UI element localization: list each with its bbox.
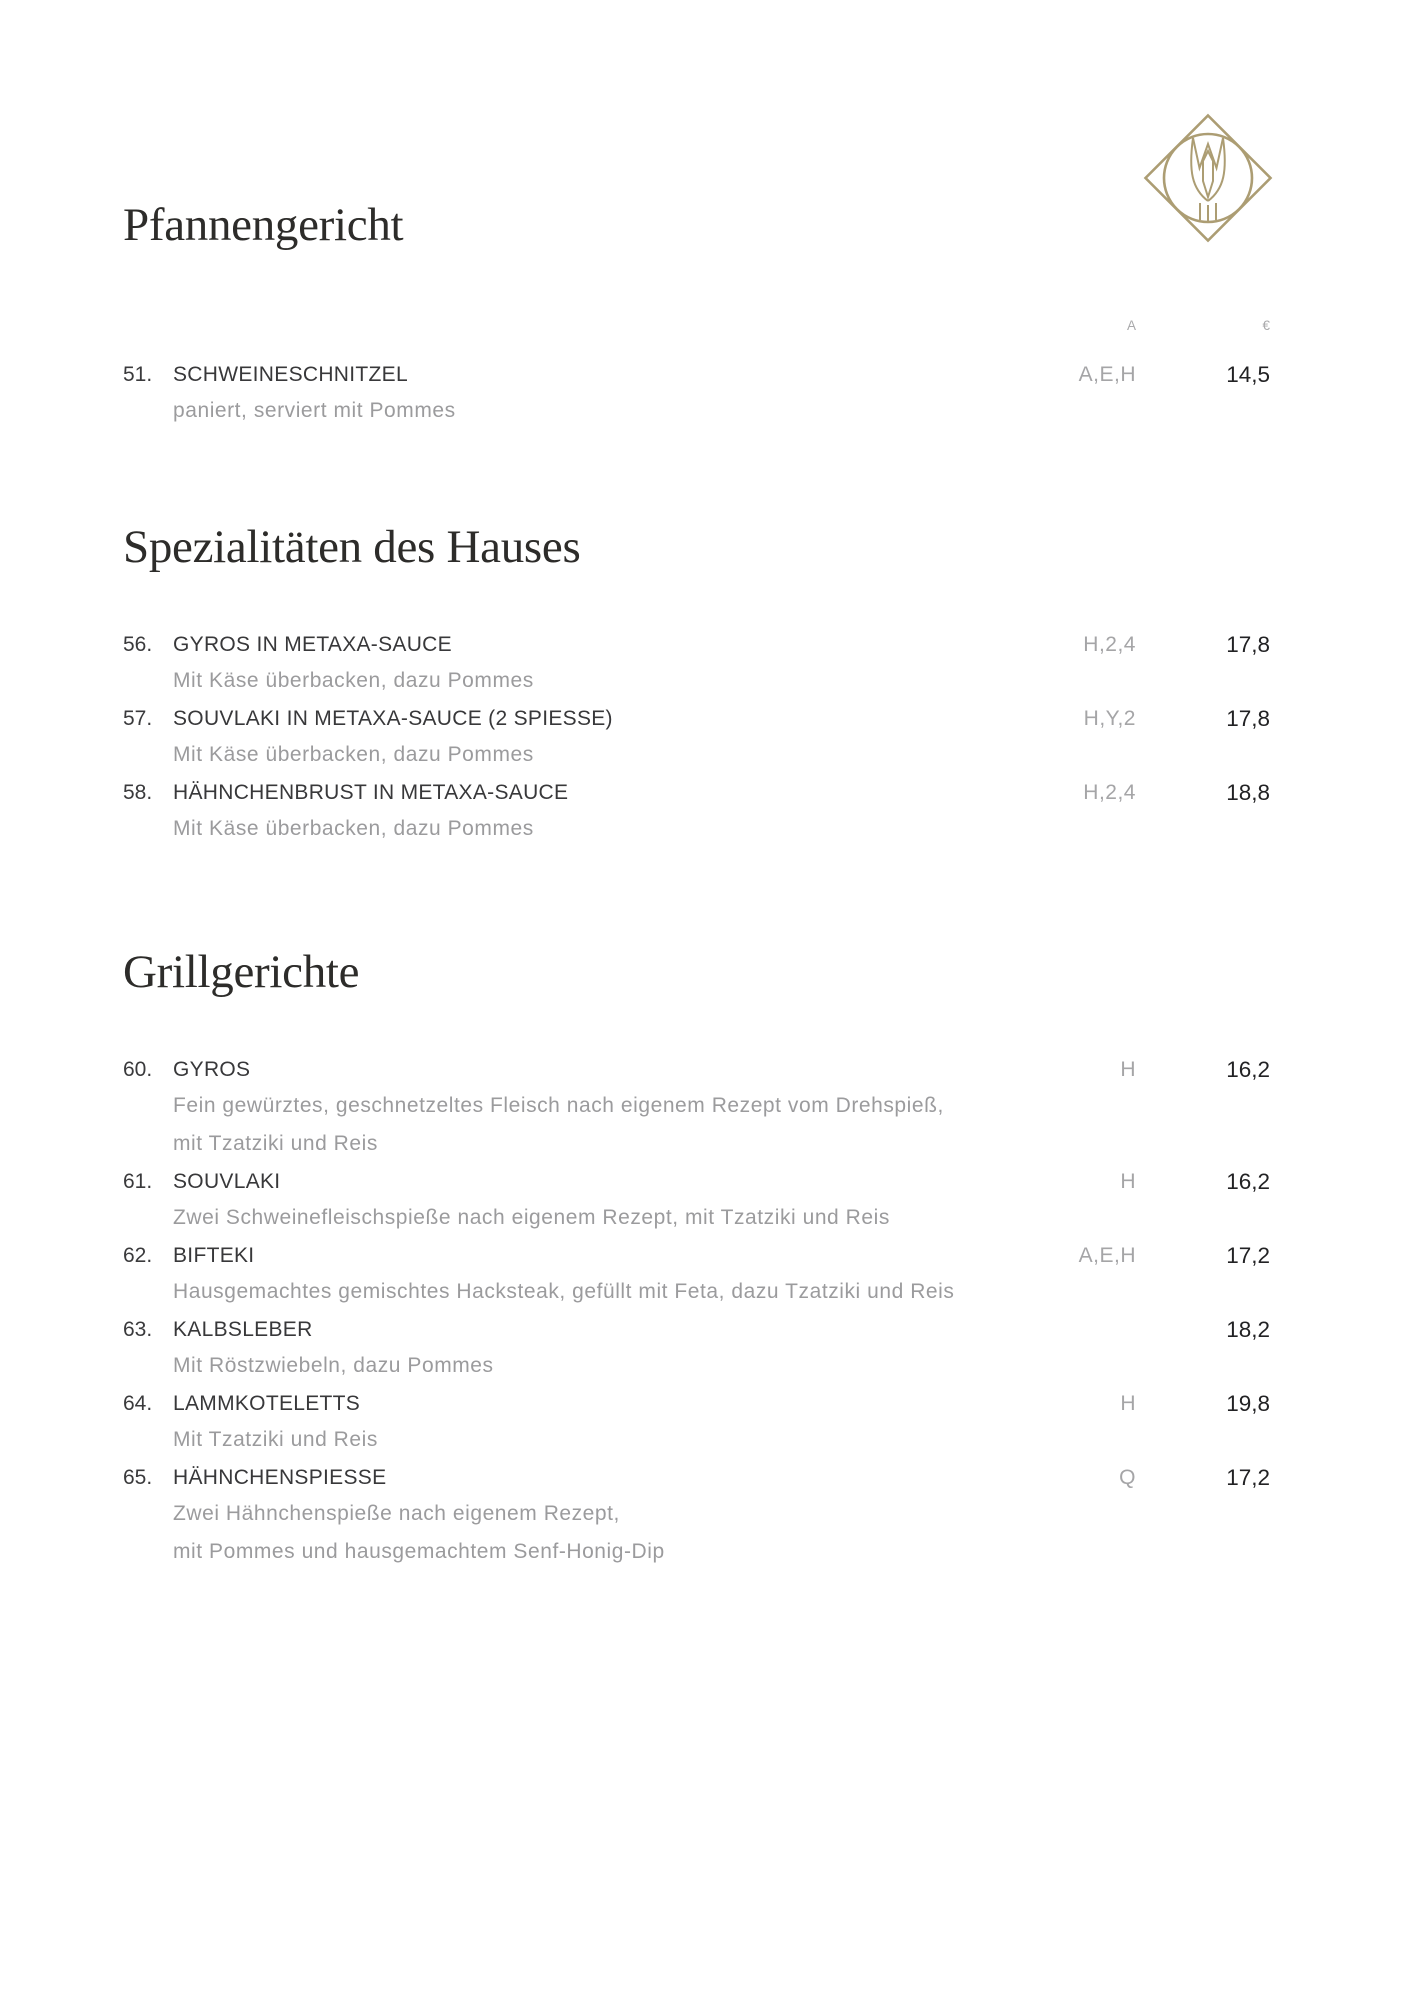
item-description: Fein gewürztes, geschnetzeltes Fleisch nach eigenem Rezept vom Drehspieß,: [173, 1094, 944, 1117]
item-number: 64.: [123, 1392, 153, 1415]
item-name: GYROS IN METAXA-SAUCE: [173, 633, 452, 656]
item-allergens: H,2,4: [1083, 633, 1136, 656]
item-name: SOUVLAKI: [173, 1170, 281, 1193]
item-price: 18,8: [1226, 780, 1270, 805]
item-price: 16,2: [1226, 1169, 1270, 1194]
item-allergens: H: [1120, 1392, 1136, 1415]
item-name: GYROS: [173, 1058, 251, 1081]
item-number: 51.: [123, 363, 153, 386]
item-allergens: H: [1120, 1058, 1136, 1081]
item-description: Mit Röstzwiebeln, dazu Pommes: [173, 1354, 494, 1377]
item-number: 58.: [123, 781, 153, 804]
item-name: KALBSLEBER: [173, 1318, 313, 1341]
allergen-column-header: A: [1126, 318, 1136, 333]
item-price: 14,5: [1226, 362, 1270, 387]
item-number: 60.: [123, 1058, 153, 1081]
section-items-spezialitaeten: [123, 628, 1270, 850]
item-name: HÄHNCHENBRUST IN METAXA-SAUCE: [173, 781, 569, 804]
item-price: 17,2: [1226, 1243, 1270, 1268]
menu-item-64: [123, 1387, 1270, 1459]
menu-item-56: [123, 628, 1270, 700]
item-number: 56.: [123, 633, 153, 656]
item-description: Mit Käse überbacken, dazu Pommes: [173, 817, 534, 840]
section-title-spezialitaeten: Spezialitäten des Hauses: [123, 521, 581, 573]
item-allergens: H,Y,2: [1083, 707, 1136, 730]
item-price: 16,2: [1226, 1057, 1270, 1082]
column-header-row: [123, 318, 1270, 334]
item-description: Mit Käse überbacken, dazu Pommes: [173, 743, 534, 766]
menu-item-60: [123, 1053, 1270, 1163]
item-allergens: [1016, 1313, 1136, 1347]
item-name: HÄHNCHENSPIESSE: [173, 1466, 387, 1489]
item-allergens: A,E,H: [1078, 363, 1136, 386]
menu-item-58: [123, 776, 1270, 848]
item-description: Mit Käse überbacken, dazu Pommes: [173, 669, 534, 692]
item-price: 17,8: [1226, 632, 1270, 657]
section-title-grillgerichte: Grillgerichte: [123, 946, 360, 998]
item-description: paniert, serviert mit Pommes: [173, 399, 456, 422]
item-description: Zwei Hähnchenspieße nach eigenem Rezept,: [173, 1502, 620, 1525]
section-items-grillgerichte: [123, 1053, 1270, 1573]
item-number: 62.: [123, 1244, 153, 1267]
price-column-header: €: [1262, 318, 1270, 333]
item-name: BIFTEKI: [173, 1244, 255, 1267]
menu-item-57: [123, 702, 1270, 774]
item-name: SCHWEINESCHNITZEL: [173, 363, 408, 386]
item-allergens: Q: [1119, 1466, 1136, 1489]
item-number: 57.: [123, 707, 153, 730]
item-price: 17,2: [1226, 1465, 1270, 1490]
item-number: 65.: [123, 1466, 153, 1489]
section-title-pfannengericht: Pfannengericht: [123, 199, 404, 251]
item-price: 18,2: [1226, 1317, 1270, 1342]
item-name: LAMMKOTELETTS: [173, 1392, 361, 1415]
menu-item-62: [123, 1239, 1270, 1311]
item-description: Hausgemachtes gemischtes Hacksteak, gefüllt mit Feta, dazu Tzatziki und Reis: [173, 1280, 955, 1303]
item-name: SOUVLAKI IN METAXA-SAUCE (2 SPIESSE): [173, 707, 613, 730]
menu-item-63: [123, 1313, 1270, 1385]
section-items-pfannengericht: [123, 358, 1270, 432]
menu-item-51: [123, 358, 1270, 430]
item-price: 19,8: [1226, 1391, 1270, 1416]
item-number: 61.: [123, 1170, 153, 1193]
item-number: 63.: [123, 1318, 153, 1341]
item-allergens: H: [1120, 1170, 1136, 1193]
menu-item-65: [123, 1461, 1270, 1571]
menu-item-61: [123, 1165, 1270, 1237]
item-description: Mit Tzatziki und Reis: [173, 1428, 378, 1451]
item-allergens: H,2,4: [1083, 781, 1136, 804]
item-description: mit Pommes und hausgemachtem Senf-Honig-Dip: [173, 1540, 665, 1563]
diamond-monogram-icon: [1143, 113, 1273, 243]
item-allergens: A,E,H: [1078, 1244, 1136, 1267]
restaurant-logo: [1143, 113, 1273, 243]
item-description: Zwei Schweinefleischspieße nach eigenem Rezept, mit Tzatziki und Reis: [173, 1206, 890, 1229]
item-price: 17,8: [1226, 706, 1270, 731]
item-description: mit Tzatziki und Reis: [173, 1132, 378, 1155]
